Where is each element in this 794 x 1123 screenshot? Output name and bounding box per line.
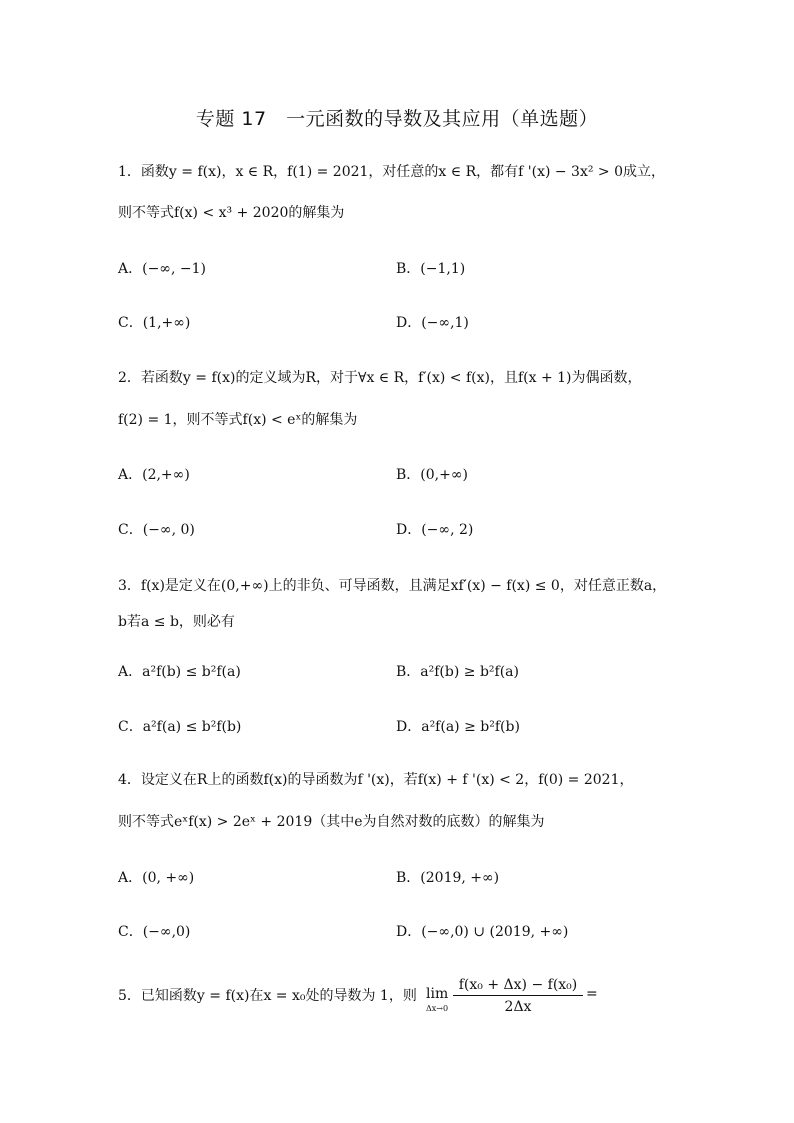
q4-stem-line2: 则不等式eˣf(x) > 2eˣ + 2019（其中e为自然对数的底数）的解集为: [118, 814, 545, 830]
q2-option-d[interactable]: D．(−∞, 2): [396, 522, 474, 538]
q2-option-b[interactable]: B．(0,+∞): [396, 467, 468, 483]
q4-option-d[interactable]: D．(−∞,0) ∪ (2019, +∞): [396, 924, 569, 940]
q5-numerator: f(x₀ + Δx) − f(x₀): [453, 976, 583, 996]
q5-fraction: [453, 976, 583, 1016]
q5-stem: 5．已知函数y = f(x)在x = x₀处的导数为 1，则: [118, 988, 417, 1004]
q4-option-a[interactable]: A．(0, +∞): [118, 870, 195, 886]
q5-equals: =: [586, 986, 598, 1002]
q3-option-b[interactable]: B．a²f(b) ≥ b²f(a): [396, 664, 519, 680]
q2-option-a[interactable]: A．(2,+∞): [118, 467, 190, 483]
q2-stem-line2: f(2) = 1，则不等式f(x) < eˣ的解集为: [118, 412, 358, 428]
q5-denominator: 2Δx: [504, 999, 532, 1015]
page-title: 专题 17 一元函数的导数及其应用（单选题）: [195, 108, 599, 130]
q3-option-d[interactable]: D．a²f(a) ≥ b²f(b): [396, 719, 520, 735]
q4-option-b[interactable]: B．(2019, +∞): [396, 870, 500, 886]
q1-option-c[interactable]: C．(1,+∞): [118, 315, 191, 331]
q4-stem-line1: 4．设定义在R上的函数f(x)的导函数为f '(x)，若f(x) + f '(x) < 2，f(0) = 2021，: [118, 772, 634, 788]
q5-limit: lim: [426, 986, 449, 1002]
q2-option-c[interactable]: C．(−∞, 0): [118, 522, 195, 538]
q1-stem-line2: 则不等式f(x) < x³ + 2020的解集为: [118, 205, 345, 221]
q3-stem-line2: b若a ≤ b，则必有: [118, 614, 235, 630]
q2-stem-line1: 2．若函数y = f(x)的定义域为R，对于∀x ∈ R，f′(x) < f(x)，且f(x + 1)为偶函数，: [118, 370, 642, 386]
q5-limit-subscript: Δx→0: [426, 1004, 449, 1013]
q1-option-d[interactable]: D．(−∞,1): [396, 315, 469, 331]
q3-option-c[interactable]: C．a²f(a) ≤ b²f(b): [118, 719, 242, 735]
q3-stem-line1: 3．f(x)是定义在(0,+∞)上的非负、可导函数，且满足xf′(x) − f(x) ≤ 0，对任意正数a，: [118, 578, 667, 594]
q1-option-a[interactable]: A．(−∞, −1): [118, 261, 206, 277]
q1-option-b[interactable]: B．(−1,1): [396, 261, 466, 277]
q4-option-c[interactable]: C．(−∞,0): [118, 924, 191, 940]
q1-stem-line1: 1．函数y = f(x)，x ∈ R，f(1) = 2021，对任意的x ∈ R，都有f '(x) − 3x² > 0成立，: [118, 164, 666, 180]
q3-option-a[interactable]: A．a²f(b) ≤ b²f(a): [118, 664, 241, 680]
